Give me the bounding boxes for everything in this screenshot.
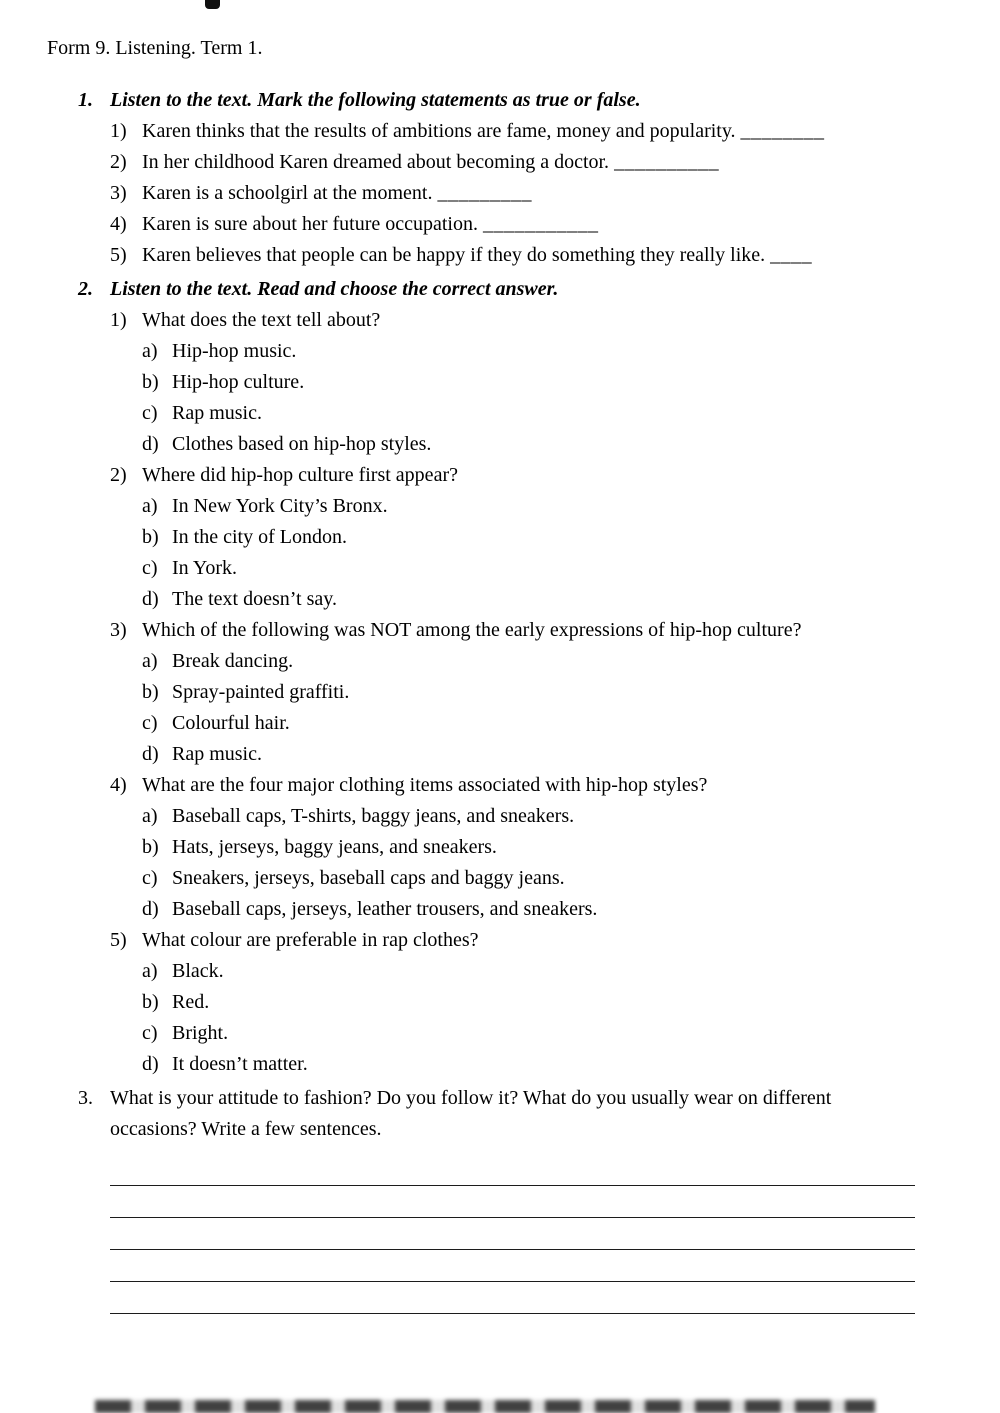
option-row[interactable] xyxy=(142,491,915,522)
question-row xyxy=(110,925,915,1080)
option-row[interactable] xyxy=(142,956,915,987)
task-2 xyxy=(78,274,915,1080)
option-letter: c) xyxy=(142,712,158,734)
question-number: 4) xyxy=(110,774,127,796)
task-list xyxy=(78,85,915,1314)
scan-artifact-top xyxy=(205,0,220,9)
question-number: 1) xyxy=(110,309,127,331)
option-letter: b) xyxy=(142,836,159,858)
answer-line[interactable] xyxy=(110,1282,915,1314)
option-row[interactable] xyxy=(142,646,915,677)
option-text: Red. xyxy=(172,991,210,1013)
statement-text: Karen is sure about her future occupation. xyxy=(142,213,478,235)
question-row xyxy=(110,305,915,460)
option-text: Bright. xyxy=(172,1022,229,1044)
option-letter: a) xyxy=(142,650,158,672)
option-text: Colourful hair. xyxy=(172,712,290,734)
option-letter: d) xyxy=(142,743,159,765)
option-letter: d) xyxy=(142,1053,159,1075)
option-text: Clothes based on hip-hop styles. xyxy=(172,433,432,455)
option-letter: a) xyxy=(142,495,158,517)
statement-text: Karen believes that people can be happy if they do something they really like. xyxy=(142,244,766,266)
task-3 xyxy=(78,1083,915,1314)
statement-body xyxy=(142,116,915,147)
task-2-number: 2. xyxy=(78,278,93,300)
option-letter: c) xyxy=(142,1022,158,1044)
statement-body xyxy=(142,209,915,240)
task-1-instruction: Listen to the text. Mark the following statements as true or false. xyxy=(110,89,641,111)
option-row[interactable] xyxy=(142,584,915,615)
option-text: Break dancing. xyxy=(172,650,294,672)
option-text: Baseball caps, T-shirts, baggy jeans, and sneakers. xyxy=(172,805,575,827)
option-row[interactable] xyxy=(142,553,915,584)
answer-line[interactable] xyxy=(110,1250,915,1282)
option-row[interactable] xyxy=(142,1018,915,1049)
answer-line[interactable] xyxy=(110,1218,915,1250)
option-text: In New York City’s Bronx. xyxy=(172,495,388,517)
option-row[interactable] xyxy=(142,398,915,429)
option-text: Baseball caps, jerseys, leather trousers, and sneakers. xyxy=(172,898,598,920)
answer-blank[interactable]: ____ xyxy=(770,244,813,266)
scan-artifact-bottom xyxy=(95,1400,875,1413)
question-text: Where did hip-hop culture first appear? xyxy=(142,464,458,486)
statement-number: 1) xyxy=(110,120,127,142)
question-text: Which of the following was NOT among the early expressions of hip-hop culture? xyxy=(142,619,802,641)
answer-line[interactable] xyxy=(110,1154,915,1186)
option-row[interactable] xyxy=(142,894,915,925)
statement-number: 3) xyxy=(110,182,127,204)
option-text: Hip-hop culture. xyxy=(172,371,305,393)
statement-row xyxy=(110,240,915,271)
statement-text: In her childhood Karen dreamed about becoming a doctor. xyxy=(142,151,610,173)
option-letter: d) xyxy=(142,433,159,455)
option-text: In York. xyxy=(172,557,238,579)
question-text: What colour are preferable in rap clothes? xyxy=(142,929,479,951)
option-row[interactable] xyxy=(142,863,915,894)
answer-lines xyxy=(110,1154,915,1314)
option-letter: b) xyxy=(142,526,159,548)
question-number: 3) xyxy=(110,619,127,641)
statement-body xyxy=(142,178,915,209)
option-letter: d) xyxy=(142,588,159,610)
option-row[interactable] xyxy=(142,677,915,708)
answer-blank[interactable]: __________ xyxy=(614,151,720,173)
answer-line[interactable] xyxy=(110,1186,915,1218)
task-1-number: 1. xyxy=(78,89,93,111)
statement-row xyxy=(110,116,915,147)
question-row xyxy=(110,770,915,925)
option-text: Hip-hop music. xyxy=(172,340,297,362)
statement-text: Karen is a schoolgirl at the moment. xyxy=(142,182,433,204)
option-row[interactable] xyxy=(142,367,915,398)
option-text: Spray-painted graffiti. xyxy=(172,681,350,703)
option-text: It doesn’t matter. xyxy=(172,1053,308,1075)
option-text: Rap music. xyxy=(172,743,262,765)
statement-body xyxy=(142,240,915,271)
option-text: Hats, jerseys, baggy jeans, and sneakers. xyxy=(172,836,497,858)
statement-row xyxy=(110,147,915,178)
option-row[interactable] xyxy=(142,739,915,770)
task-2-instruction: Listen to the text. Read and choose the correct answer. xyxy=(110,278,559,300)
question-row xyxy=(110,460,915,615)
question-text: What are the four major clothing items associated with hip-hop styles? xyxy=(142,774,708,796)
option-row[interactable] xyxy=(142,1049,915,1080)
statement-text: Karen thinks that the results of ambitions are fame, money and popularity. xyxy=(142,120,736,142)
option-letter: c) xyxy=(142,402,158,424)
option-row[interactable] xyxy=(142,336,915,367)
option-letter: a) xyxy=(142,340,158,362)
option-text: In the city of London. xyxy=(172,526,347,548)
option-text: Black. xyxy=(172,960,224,982)
question-number: 2) xyxy=(110,464,127,486)
option-text: The text doesn’t say. xyxy=(172,588,337,610)
option-row[interactable] xyxy=(142,429,915,460)
answer-blank[interactable]: ________ xyxy=(740,120,825,142)
option-letter: d) xyxy=(142,898,159,920)
option-letter: b) xyxy=(142,681,159,703)
option-letter: b) xyxy=(142,371,159,393)
option-letter: a) xyxy=(142,805,158,827)
answer-blank[interactable]: _________ xyxy=(437,182,532,204)
option-letter: c) xyxy=(142,867,158,889)
statement-number: 2) xyxy=(110,151,127,173)
task-3-instruction: What is your attitude to fashion? Do you follow it? What do you usually wear on different occasions? Write a few sentences. xyxy=(110,1087,832,1140)
option-letter: b) xyxy=(142,991,159,1013)
statement-row xyxy=(110,209,915,240)
option-row[interactable] xyxy=(142,708,915,739)
option-letter: a) xyxy=(142,960,158,982)
option-letter: c) xyxy=(142,557,158,579)
question-row xyxy=(110,615,915,770)
task-1 xyxy=(78,85,915,271)
option-row[interactable] xyxy=(142,522,915,553)
page-title: Form 9. Listening. Term 1. xyxy=(47,37,263,59)
option-row[interactable] xyxy=(142,987,915,1018)
option-text: Rap music. xyxy=(172,402,262,424)
statement-number: 4) xyxy=(110,213,127,235)
statement-number: 5) xyxy=(110,244,127,266)
statement-row xyxy=(110,178,915,209)
option-row[interactable] xyxy=(142,801,915,832)
statement-body xyxy=(142,147,915,178)
question-text: What does the text tell about? xyxy=(142,309,381,331)
option-text: Sneakers, jerseys, baseball caps and baggy jeans. xyxy=(172,867,565,889)
answer-blank[interactable]: ___________ xyxy=(483,213,599,235)
option-row[interactable] xyxy=(142,832,915,863)
question-number: 5) xyxy=(110,929,127,951)
task-3-number: 3. xyxy=(78,1087,93,1109)
